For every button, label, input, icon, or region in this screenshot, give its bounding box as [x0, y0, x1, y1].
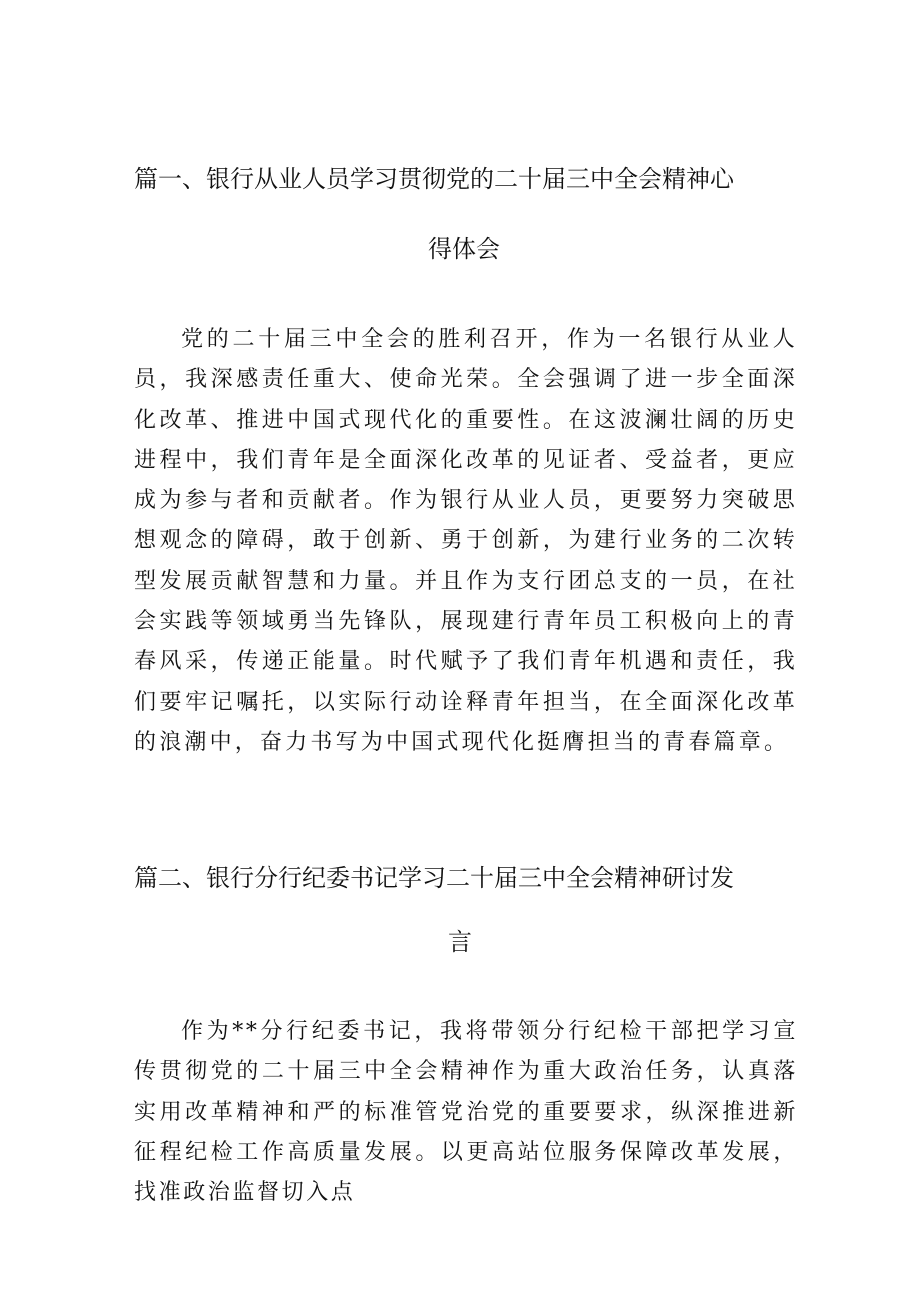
- section-2-body: 作为**分行纪委书记，我将带领分行纪检干部把学习宣传贯彻党的二十届三中全会精神作为重大政治任务，认真落实用改革精神和严的标准管党治党的重要要求，纵深推进新征程纪检工作高质量发展。以更高站位服务保障改革发展，找准政治监督切入点: [134, 1019, 798, 1206]
- section-1-body: 党的二十届三中全会的胜利召开，作为一名银行从业人员，我深感责任重大、使命光荣。全会强调了进一步全面深化改革、推进中国式现代化的重要性。在这波澜壮阔的历史进程中，我们青年是全面深化改革的见证者、受益者，更应成为参与者和贡献者。作为银行从业人员，更要努力突破思想观念的障碍，敢于创新、勇于创新，为建行业务的二次转型发展贡献智慧和力量。并且作为支行团总支的一员，在社会实践等领域勇当先锋队，展现建行青年员工积极向上的青春风采，传递正能量。时代赋予了我们青年机遇和责任，我们要牢记嘱托，以实际行动诠释青年担当，在全面深化改革的浪潮中，奋力书写为中国式现代化挺膺担当的青春篇章。: [134, 327, 798, 755]
- section-2-heading-line2: 言: [448, 928, 472, 956]
- section-1-heading-line2: 得体会: [428, 235, 500, 263]
- section-2-heading-line1: 篇二、银行分行纪委书记学习二十届三中全会精神研讨发: [134, 864, 734, 892]
- section-1-heading-line1: 篇一、银行从业人员学习贯彻党的二十届三中全会精神心: [134, 165, 734, 193]
